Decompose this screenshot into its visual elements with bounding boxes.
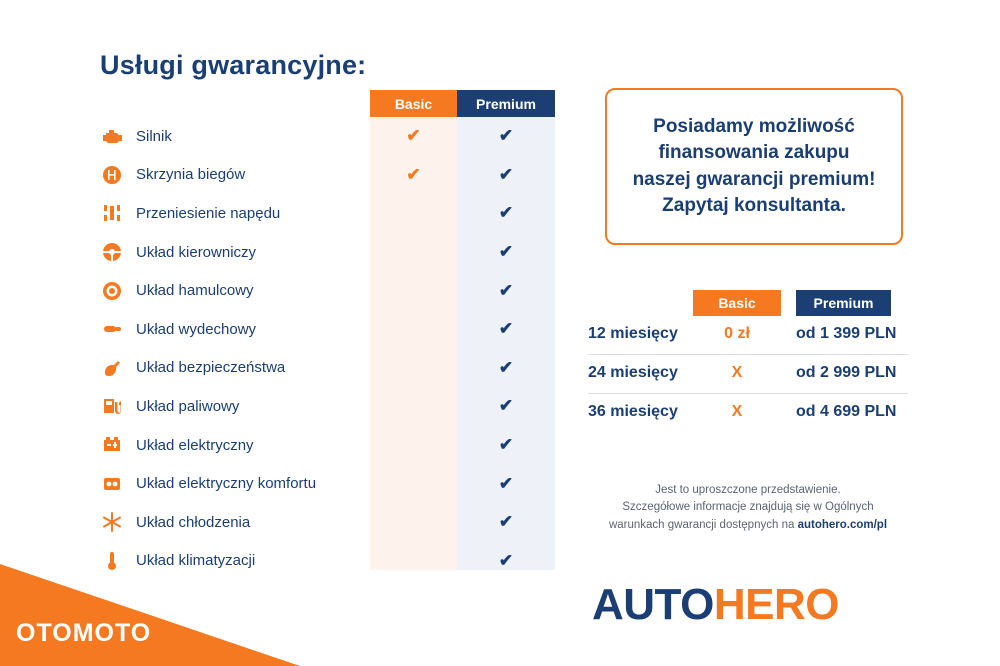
- table-row: [100, 156, 555, 195]
- autohero-link[interactable]: autohero.com/pl: [797, 518, 888, 531]
- comfort-electrics-icon: [102, 475, 128, 493]
- autohero-logo-auto: AUTO: [592, 580, 714, 629]
- otomoto-logo: OTOMOTO: [16, 619, 152, 647]
- service-label: Układ hamulcowy: [136, 282, 254, 300]
- service-premium-value: ✔: [498, 396, 514, 416]
- pricing-premium-value: od 4 699 PLN: [796, 403, 897, 420]
- financing-promo-box: [605, 88, 903, 245]
- service-basic-value: ✔: [406, 164, 421, 184]
- pricing-period: 36 miesięcy: [588, 403, 678, 420]
- service-premium-value: ✔: [498, 550, 514, 570]
- financing-promo-text: [621, 114, 888, 219]
- service-basic-value: ✔: [406, 126, 421, 146]
- safety-icon: [102, 359, 128, 377]
- pricing-basic-value: X: [731, 403, 743, 420]
- pricing-row: [588, 394, 908, 432]
- table-row: [100, 542, 555, 581]
- promo-line-2: finansowania zakupu: [658, 142, 850, 164]
- pricing-header-premium: Premium: [796, 290, 891, 316]
- disclaimer-line-2: Szczegółowe informacje znajdują się w Ogólnych: [622, 501, 874, 514]
- service-label: Skrzynia biegów: [136, 166, 246, 184]
- table-row: [100, 310, 555, 349]
- table-row: [100, 426, 555, 465]
- steering-icon: [102, 242, 128, 262]
- exhaust-icon: [102, 321, 128, 337]
- page-title: Usługi gwarancyjne:: [100, 50, 367, 80]
- service-premium-value: ✔: [498, 164, 514, 184]
- fuel-icon: [102, 397, 128, 415]
- services-header-basic: Basic: [370, 90, 457, 117]
- service-premium-value: ✔: [498, 203, 514, 223]
- services-header-premium: Premium: [457, 90, 555, 117]
- pricing-row: [588, 355, 908, 394]
- autohero-logo: [592, 580, 839, 630]
- table-row: [100, 117, 555, 156]
- pricing-period: 24 miesięcy: [588, 364, 678, 381]
- service-label: Układ elektryczny komfortu: [136, 475, 317, 493]
- electrical-icon: [102, 436, 128, 454]
- pricing-row: [588, 316, 908, 355]
- cooling-icon: [102, 512, 128, 532]
- brakes-icon: [102, 281, 128, 301]
- pricing-basic-value: 0 zł: [724, 325, 750, 342]
- service-label: Układ elektryczny: [136, 436, 254, 454]
- service-label: Układ wydechowy: [136, 320, 257, 338]
- service-premium-value: ✔: [498, 126, 514, 146]
- service-premium-value: ✔: [498, 435, 514, 455]
- table-row: [100, 271, 555, 310]
- table-row: [100, 349, 555, 388]
- table-row: [100, 194, 555, 233]
- pricing-premium-value: od 2 999 PLN: [796, 364, 897, 381]
- promo-line-4: Zapytaj konsultanta.: [662, 194, 846, 216]
- disclaimer-line-3: [588, 517, 908, 534]
- drivetrain-icon: [102, 203, 128, 223]
- service-premium-value: ✔: [498, 473, 514, 493]
- service-premium-value: ✔: [498, 512, 514, 532]
- disclaimer-line-1: Jest to uproszczone przedstawienie.: [655, 484, 841, 496]
- table-row: [100, 503, 555, 542]
- service-label: Układ klimatyzacji: [136, 552, 256, 570]
- pricing-header-basic: Basic: [693, 290, 781, 316]
- service-label: Przeniesienie napędu: [136, 204, 281, 222]
- pricing-premium-value: od 1 399 PLN: [796, 325, 897, 342]
- service-label: Układ paliwowy: [136, 397, 240, 415]
- promo-line-1: Posiadamy możliwość: [653, 116, 855, 138]
- service-label: Układ kierowniczy: [136, 243, 257, 261]
- pricing-basic-value: X: [731, 364, 743, 381]
- disclaimer: [588, 482, 908, 534]
- pricing-row-list: [588, 316, 908, 432]
- services-row-list: [100, 117, 555, 580]
- service-label: Silnik: [136, 127, 172, 145]
- service-premium-value: ✔: [498, 280, 514, 300]
- service-label: Układ chłodzenia: [136, 513, 251, 531]
- table-row: [100, 464, 555, 503]
- autohero-logo-hero: HERO: [713, 580, 839, 629]
- disclaimer-line-3-prefix: warunkach gwarancji dostępnych na: [608, 518, 798, 531]
- page-top-margin: [0, 0, 1000, 22]
- service-premium-value: ✔: [498, 319, 514, 339]
- table-row: [100, 233, 555, 272]
- table-row: [100, 387, 555, 426]
- ac-icon: [102, 551, 128, 571]
- engine-icon: [102, 127, 128, 145]
- service-label: Układ bezpieczeństwa: [136, 359, 286, 377]
- promo-line-3: naszej gwarancji premium!: [632, 168, 876, 190]
- service-premium-value: ✔: [498, 242, 514, 262]
- service-premium-value: ✔: [498, 357, 514, 377]
- pricing-period: 12 miesięcy: [588, 325, 678, 342]
- gearbox-icon: [102, 165, 128, 185]
